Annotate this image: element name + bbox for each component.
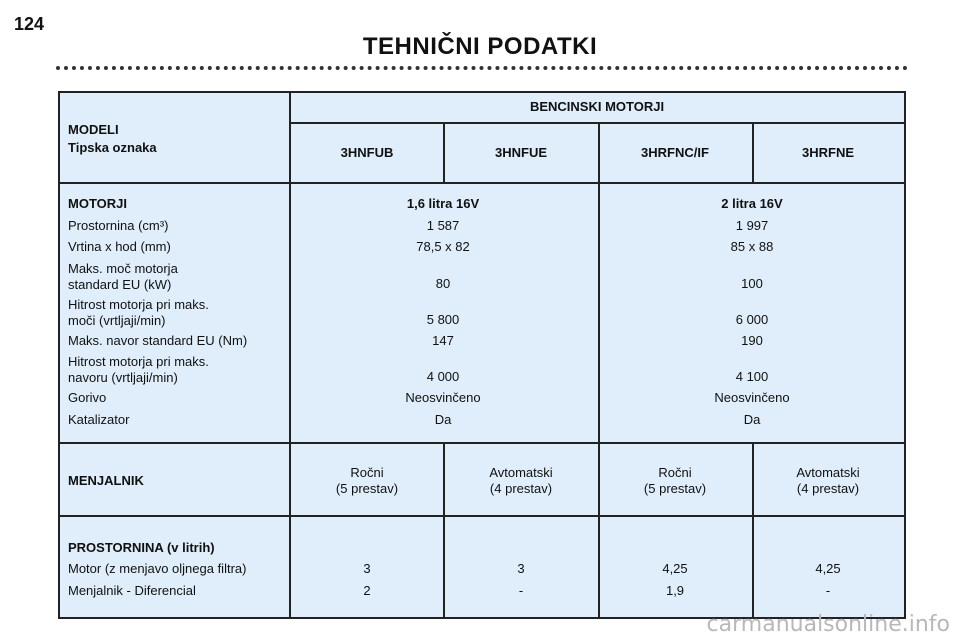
capacity-label: Motor (z menjavo oljnega filtra)	[68, 561, 247, 576]
spec-value-a: 147	[432, 333, 454, 348]
capacity-value: -	[825, 583, 831, 598]
gearbox-value: Avtomatski (4 prestav)	[489, 465, 553, 496]
watermark: carmanualsonline.info	[706, 612, 950, 637]
spec-label: Maks. navor standard EU (Nm)	[68, 333, 248, 348]
spec-value-b: 100	[741, 276, 763, 291]
spec-value-b: Da	[743, 412, 761, 427]
spec-value-b: Neosvinčeno	[714, 390, 790, 405]
type-code-3: 3HRFNC/IF	[641, 145, 709, 160]
dotted-divider	[56, 66, 908, 70]
engine-group-title: BENCINSKI MOTORJI	[529, 99, 665, 114]
spec-value-a: Neosvinčeno	[405, 390, 481, 405]
capacity-value: 1,9	[665, 583, 685, 598]
spec-value-b: 190	[741, 333, 763, 348]
spec-value-b: 85 x 88	[730, 239, 774, 254]
gearbox-value: Ročni (5 prestav)	[643, 465, 707, 496]
type-code-1: 3HNFUB	[340, 145, 394, 160]
engine-a-name: 1,6 litra 16V	[406, 196, 480, 211]
spec-label: Prostornina (cm³)	[68, 218, 169, 233]
col-divider-label	[289, 93, 291, 617]
spec-value-a: 4 000	[426, 369, 460, 384]
capacity-value: 4,25	[815, 561, 841, 576]
col-divider-engine	[598, 122, 600, 617]
tipska-oznaka-label: Tipska oznaka	[68, 140, 157, 155]
col-divider-type-3	[752, 122, 754, 183]
spec-value-a: 80	[435, 276, 451, 291]
capacity-value: -	[518, 583, 524, 598]
spec-value-b: 4 100	[735, 369, 769, 384]
spec-label: Gorivo	[68, 390, 107, 405]
modeli-label: MODELI	[68, 122, 119, 137]
menjalnik-heading: MENJALNIK	[68, 473, 144, 488]
page-number: 124	[14, 14, 45, 34]
col-divider-gear-1	[443, 442, 445, 617]
capacity-value: 4,25	[662, 561, 688, 576]
spec-value-a: 1 587	[426, 218, 460, 233]
gearbox-value: Ročni (5 prestav)	[335, 465, 399, 496]
motorji-heading: MOTORJI	[68, 196, 127, 211]
capacity-label: Menjalnik - Diferencial	[68, 583, 196, 598]
row-divider-header	[60, 182, 904, 184]
type-code-2: 3HNFUE	[494, 145, 548, 160]
gearbox-value: Avtomatski (4 prestav)	[796, 465, 860, 496]
spec-value-a: Da	[434, 412, 452, 427]
type-code-4: 3HRFNE	[801, 145, 855, 160]
capacity-value: 3	[363, 561, 371, 576]
row-divider-group	[289, 122, 904, 124]
capacity-value: 2	[363, 583, 371, 598]
spec-value-b: 1 997	[735, 218, 769, 233]
col-divider-type-1	[443, 122, 445, 183]
prostornina-heading: PROSTORNINA (v litrih)	[68, 540, 215, 555]
spec-label: Maks. moč motorja standard EU (kW)	[68, 261, 178, 292]
spec-value-b: 6 000	[735, 312, 769, 327]
spec-label: Hitrost motorja pri maks. navoru (vrtljaji/min)	[68, 354, 209, 385]
row-divider-menjalnik	[60, 515, 904, 517]
engine-b-name: 2 litra 16V	[721, 196, 783, 211]
spec-value-a: 5 800	[426, 312, 460, 327]
spec-table	[58, 91, 906, 619]
page-title: TEHNIČNI PODATKI	[362, 33, 598, 60]
spec-label: Hitrost motorja pri maks. moči (vrtljaji/min)	[68, 297, 209, 328]
col-divider-gear-3	[752, 442, 754, 617]
row-divider-motorji	[60, 442, 904, 444]
spec-label: Vrtina x hod (mm)	[68, 239, 171, 254]
spec-label: Katalizator	[68, 412, 130, 427]
capacity-value: 3	[517, 561, 525, 576]
spec-value-a: 78,5 x 82	[416, 239, 470, 254]
